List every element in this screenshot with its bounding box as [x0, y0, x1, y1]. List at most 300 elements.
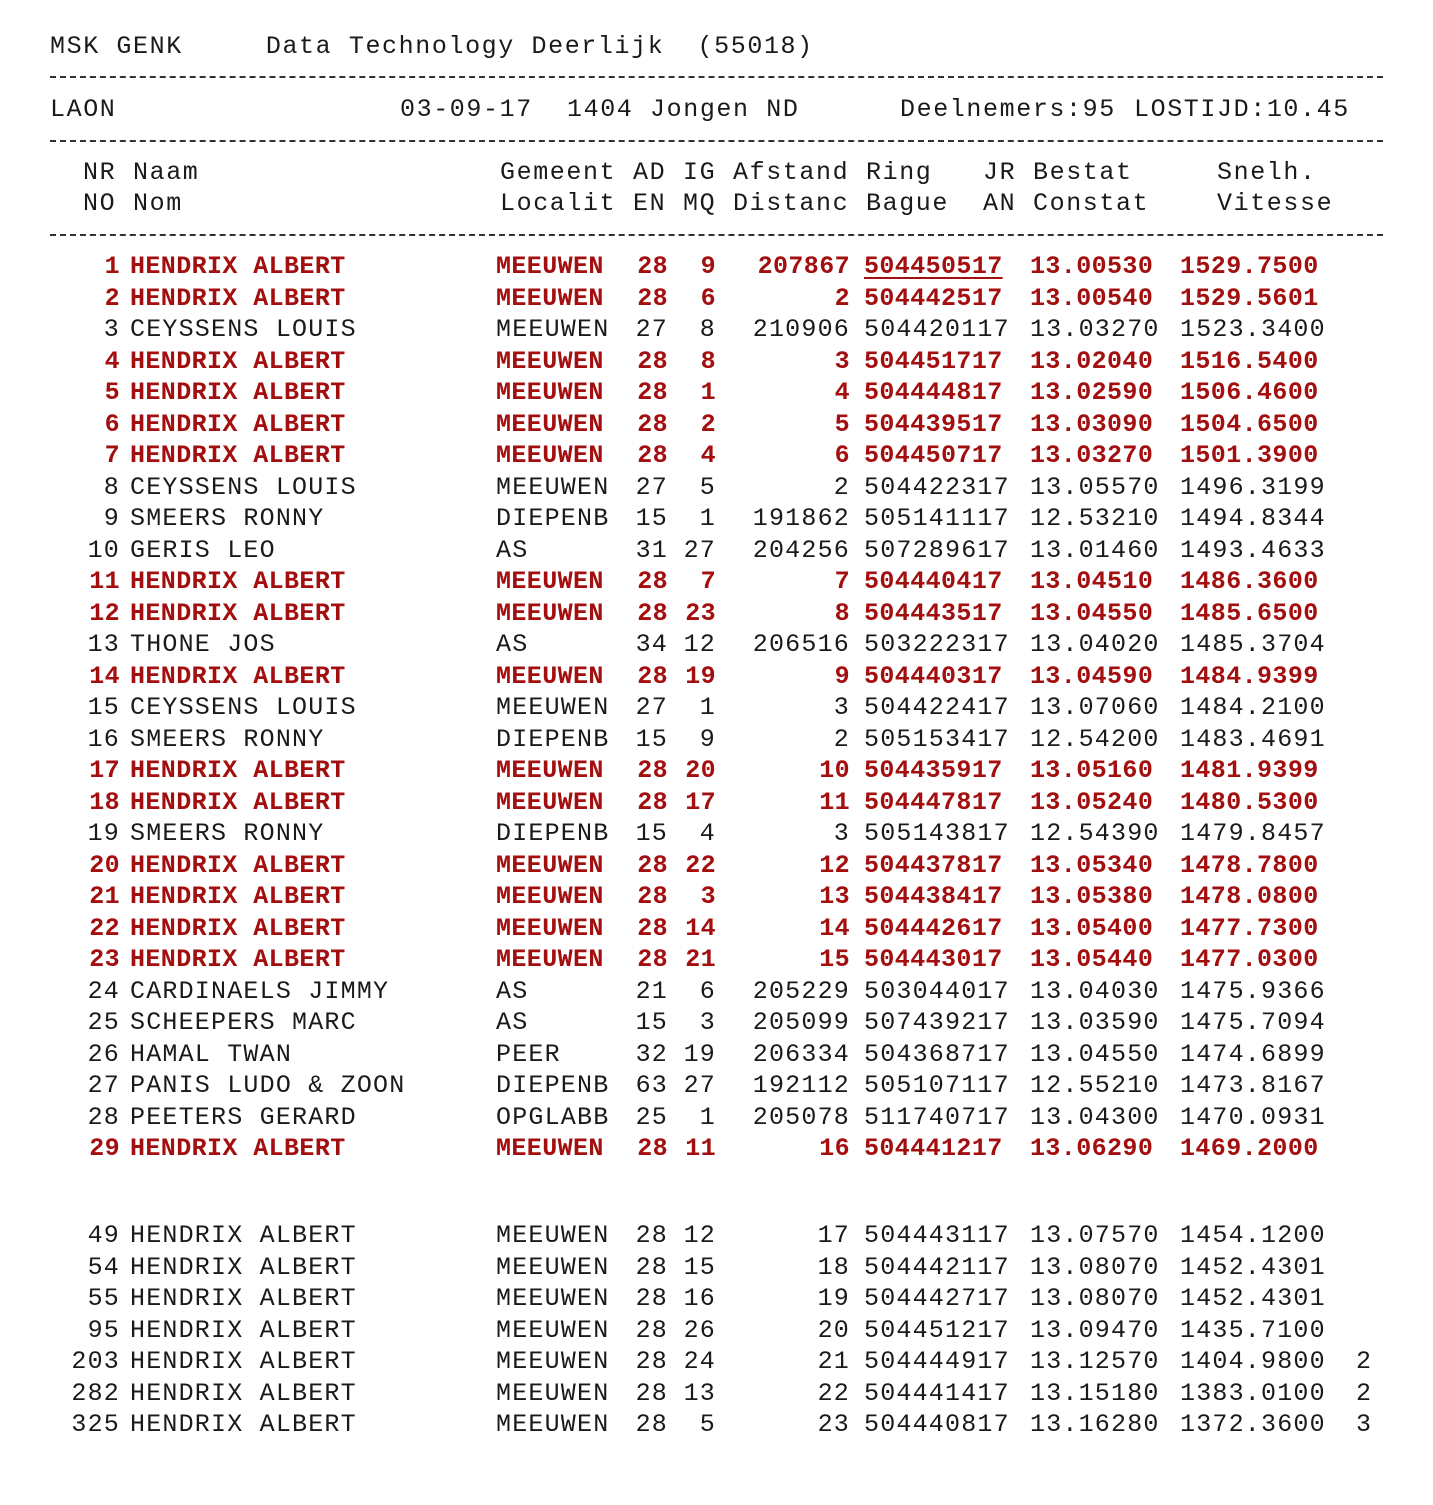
cell-loc: MEEUWEN — [496, 378, 604, 407]
cell-ig: 22 — [685, 850, 716, 880]
cell-loc: MEEUWEN — [496, 850, 604, 880]
table-row — [0, 1133, 1433, 1164]
cell-ring: 504441217 — [864, 1134, 1003, 1163]
cell-dist: 204256 — [752, 535, 850, 565]
cell-extra: 2 — [1356, 1347, 1373, 1376]
cell-speed: 1383.0100 — [1180, 1378, 1326, 1408]
cell-ring: 504368717 — [864, 1039, 1010, 1069]
cell-dist: 206516 — [752, 630, 850, 659]
cell-dist: 2 — [833, 472, 850, 502]
cell-name: SMEERS RONNY — [130, 819, 325, 848]
cell-name: HENDRIX ALBERT — [130, 1284, 357, 1313]
cell-nr: 3 — [103, 315, 120, 344]
cell-dist: 192112 — [752, 1071, 850, 1100]
cell-time: 13.05570 — [1030, 472, 1160, 502]
cell-ig: 1 — [700, 378, 716, 407]
cell-ring: 504437817 — [864, 850, 1003, 880]
cell-ad: 63 — [635, 1071, 668, 1100]
cell-ad: 31 — [635, 535, 668, 565]
race-count: 1404 Jongen ND — [567, 95, 800, 124]
cell-nr: 49 — [87, 1221, 120, 1250]
cell-ring: 504435917 — [864, 756, 1003, 785]
cell-ig: 21 — [685, 945, 716, 974]
table-row — [0, 724, 1433, 755]
cell-ig: 20 — [685, 756, 716, 785]
cell-ad: 34 — [635, 630, 668, 659]
cell-ig: 4 — [699, 819, 716, 848]
cell-name: SCHEEPERS MARC — [130, 1008, 357, 1037]
cell-name: HENDRIX ALBERT — [130, 1315, 357, 1345]
cell-ring: 504442517 — [864, 283, 1003, 313]
table-row — [0, 346, 1433, 377]
race-location: LAON — [50, 95, 117, 124]
cell-time: 13.00540 — [1030, 283, 1154, 313]
cell-ig: 3 — [700, 882, 716, 911]
table-row — [0, 850, 1433, 881]
cell-dist: 16 — [819, 1134, 850, 1163]
cell-loc: MEEUWEN — [496, 787, 604, 817]
cell-speed: 1486.3600 — [1180, 567, 1319, 596]
cell-time: 13.01460 — [1030, 535, 1160, 565]
divider — [50, 234, 1383, 236]
col-speed-fr: Vitesse — [1217, 189, 1334, 218]
cell-extra: 2 — [1356, 1378, 1373, 1408]
cell-dist: 3 — [834, 346, 850, 376]
cell-ig: 4 — [700, 441, 716, 470]
table-row — [0, 1378, 1433, 1409]
cell-ring: 507439217 — [864, 1008, 1010, 1037]
table-row — [0, 913, 1433, 944]
cell-nr: 55 — [87, 1284, 120, 1313]
cell-ad: 28 — [637, 787, 668, 817]
cell-ig: 23 — [685, 598, 716, 628]
cell-time: 13.05160 — [1030, 756, 1154, 785]
cell-ad: 28 — [637, 252, 668, 281]
cell-ring: 504447817 — [864, 787, 1003, 817]
cell-dist: 19 — [817, 1284, 850, 1313]
cell-name: HENDRIX ALBERT — [130, 1134, 346, 1163]
cell-ring: 504442117 — [864, 1252, 1010, 1282]
cell-ad: 28 — [635, 1410, 668, 1439]
cell-time: 12.54200 — [1030, 724, 1160, 754]
cell-ad: 15 — [635, 819, 668, 848]
software-name: Data Technology Deerlijk — [265, 32, 665, 61]
cell-nr: 2 — [104, 283, 120, 313]
cell-ring: 507289617 — [864, 535, 1010, 565]
cell-name: PEETERS GERARD — [130, 1102, 357, 1132]
cell-speed: 1469.2000 — [1180, 1134, 1319, 1163]
cell-time: 12.55210 — [1030, 1071, 1160, 1100]
table-row — [0, 503, 1433, 534]
cell-loc: MEEUWEN — [496, 1284, 610, 1313]
cell-ad: 15 — [635, 724, 668, 754]
cell-loc: MEEUWEN — [496, 882, 604, 911]
cell-name: CEYSSENS LOUIS — [130, 315, 357, 344]
cell-dist: 20 — [817, 1315, 850, 1345]
cell-speed: 1475.9366 — [1180, 976, 1326, 1006]
cell-dist: 3 — [833, 819, 850, 848]
cell-ad: 28 — [637, 441, 668, 470]
cell-ring: 504440317 — [864, 661, 1003, 691]
cell-nr: 20 — [89, 850, 120, 880]
cell-loc: MEEUWEN — [496, 315, 610, 344]
cell-ad: 27 — [635, 472, 668, 502]
cell-loc: MEEUWEN — [496, 567, 604, 596]
cell-ring: 504420117 — [864, 315, 1010, 344]
cell-ring: 504443517 — [864, 598, 1003, 628]
cell-ring: 504440817 — [864, 1410, 1010, 1439]
cell-time: 13.07570 — [1030, 1221, 1160, 1250]
cell-nr: 7 — [104, 441, 120, 470]
cell-speed: 1523.3400 — [1180, 315, 1326, 344]
cell-speed: 1483.4691 — [1180, 724, 1326, 754]
table-row — [0, 692, 1433, 723]
cell-nr: 6 — [104, 409, 120, 439]
cell-ad: 25 — [635, 1102, 668, 1132]
cell-ig: 8 — [699, 315, 716, 344]
cell-nr: 203 — [71, 1347, 120, 1376]
col-ig-fr: MQ — [683, 189, 717, 218]
cell-time: 13.00530 — [1030, 252, 1154, 281]
table-row — [0, 566, 1433, 597]
cell-ad: 28 — [637, 661, 668, 691]
col-name-fr: Nom — [133, 189, 183, 218]
table-row — [0, 787, 1433, 818]
cell-name: THONE JOS — [130, 630, 276, 659]
cell-speed: 1475.7094 — [1180, 1008, 1326, 1037]
cell-nr: 16 — [87, 724, 120, 754]
cell-time: 13.04020 — [1030, 630, 1160, 659]
cell-speed: 1478.7800 — [1180, 850, 1319, 880]
cell-dist: 4 — [834, 378, 850, 407]
cell-ad: 27 — [635, 693, 668, 722]
cell-ring: 504441417 — [864, 1378, 1010, 1408]
cell-ig: 24 — [683, 1347, 716, 1376]
cell-ig: 5 — [699, 1410, 716, 1439]
cell-ad: 28 — [637, 409, 668, 439]
cell-loc: MEEUWEN — [496, 1315, 610, 1345]
cell-loc: MEEUWEN — [496, 283, 604, 313]
cell-speed: 1516.5400 — [1180, 346, 1319, 376]
cell-loc: DIEPENB — [496, 504, 610, 533]
cell-name: HENDRIX ALBERT — [130, 945, 346, 974]
divider — [50, 76, 1383, 78]
cell-nr: 17 — [89, 756, 120, 785]
cell-speed: 1485.6500 — [1180, 598, 1319, 628]
cell-time: 13.06290 — [1030, 1134, 1154, 1163]
cell-ring: 504438417 — [864, 882, 1003, 911]
cell-loc: DIEPENB — [496, 819, 610, 848]
cell-time: 13.02040 — [1030, 346, 1154, 376]
cell-ad: 21 — [635, 976, 668, 1006]
cell-loc: MEEUWEN — [496, 472, 610, 502]
cell-nr: 4 — [104, 346, 120, 376]
cell-ig: 27 — [683, 535, 716, 565]
cell-loc: MEEUWEN — [496, 409, 604, 439]
cell-ig: 19 — [685, 661, 716, 691]
cell-name: HENDRIX ALBERT — [130, 409, 346, 439]
table-row — [0, 1070, 1433, 1101]
cell-speed: 1529.5601 — [1180, 283, 1319, 313]
col-ring: Ring — [866, 158, 933, 187]
cell-ring: 505141117 — [864, 504, 1010, 533]
cell-speed: 1485.3704 — [1180, 630, 1326, 659]
table-row — [0, 251, 1433, 282]
cell-loc: MEEUWEN — [496, 1134, 604, 1163]
cell-speed: 1435.7100 — [1180, 1315, 1326, 1345]
table-row — [0, 283, 1433, 314]
cell-name: HENDRIX ALBERT — [130, 441, 346, 470]
cell-speed: 1481.9399 — [1180, 756, 1319, 785]
cell-speed: 1493.4633 — [1180, 535, 1326, 565]
cell-ring: 504422417 — [864, 693, 1010, 722]
cell-ad: 28 — [637, 850, 668, 880]
cell-loc: MEEUWEN — [496, 1221, 610, 1250]
cell-name: HENDRIX ALBERT — [130, 567, 346, 596]
cell-ring: 505143817 — [864, 819, 1010, 848]
cell-name: HAMAL TWAN — [130, 1039, 293, 1069]
cell-name: HENDRIX ALBERT — [130, 850, 346, 880]
cell-ad: 15 — [635, 1008, 668, 1037]
cell-time: 13.07060 — [1030, 693, 1160, 722]
cell-name: SMEERS RONNY — [130, 724, 325, 754]
participants: Deelnemers:95 — [900, 95, 1116, 124]
cell-time: 13.04550 — [1030, 1039, 1160, 1069]
cell-ring: 504451217 — [864, 1315, 1010, 1345]
table-row — [0, 661, 1433, 692]
cell-time: 12.53210 — [1030, 504, 1160, 533]
cell-ig: 8 — [700, 346, 716, 376]
cell-name: SMEERS RONNY — [130, 504, 325, 533]
column-header — [0, 157, 1433, 219]
cell-ring: 504442717 — [864, 1284, 1010, 1313]
cell-time: 13.03590 — [1030, 1008, 1160, 1037]
cell-time: 13.03090 — [1030, 409, 1154, 439]
cell-nr: 24 — [87, 976, 120, 1006]
table-row — [0, 755, 1433, 786]
table-row — [0, 377, 1433, 408]
cell-dist: 15 — [819, 945, 850, 974]
col-dist-fr: Distanc — [733, 189, 850, 218]
cell-speed: 1484.2100 — [1180, 693, 1326, 722]
cell-loc: MEEUWEN — [496, 252, 604, 281]
cell-ring: 504422317 — [864, 472, 1010, 502]
cell-speed: 1452.4301 — [1180, 1284, 1326, 1313]
cell-name: GERIS LEO — [130, 535, 276, 565]
cell-ad: 28 — [635, 1284, 668, 1313]
cell-ig: 7 — [700, 567, 716, 596]
cell-nr: 10 — [87, 535, 120, 565]
cell-dist: 3 — [833, 693, 850, 722]
cell-loc: MEEUWEN — [496, 693, 610, 722]
cell-name: HENDRIX ALBERT — [130, 283, 346, 313]
cell-speed: 1529.7500 — [1180, 252, 1319, 281]
table-row — [0, 535, 1433, 566]
cell-ig: 12 — [683, 1221, 716, 1250]
cell-ad: 28 — [637, 1134, 668, 1163]
cell-ring: 504442617 — [864, 913, 1003, 943]
cell-speed: 1454.1200 — [1180, 1221, 1326, 1250]
cell-dist: 22 — [817, 1378, 850, 1408]
cell-nr: 29 — [89, 1134, 120, 1163]
cell-dist: 13 — [819, 882, 850, 911]
table-row — [0, 472, 1433, 503]
cell-ring: 511740717 — [864, 1102, 1010, 1132]
cell-loc: PEER — [496, 1039, 561, 1069]
cell-ig: 5 — [699, 472, 716, 502]
col-ad: AD — [633, 158, 667, 187]
cell-time: 12.54390 — [1030, 819, 1160, 848]
cell-ig: 9 — [700, 252, 716, 281]
club-name: MSK GENK — [50, 32, 183, 61]
cell-dist: 5 — [834, 409, 850, 439]
cell-ring: 505107117 — [864, 1071, 1010, 1100]
cell-ad: 28 — [637, 756, 668, 785]
cell-nr: 26 — [87, 1039, 120, 1069]
cell-name: CEYSSENS LOUIS — [130, 472, 357, 502]
col-loc-fr: Localit — [500, 189, 617, 218]
cell-nr: 1 — [104, 252, 120, 281]
cell-ad: 28 — [637, 378, 668, 407]
cell-loc: MEEUWEN — [496, 1347, 610, 1376]
table-row — [0, 1283, 1433, 1314]
cell-name: CARDINAELS JIMMY — [130, 976, 390, 1006]
cell-name: HENDRIX ALBERT — [130, 252, 346, 281]
table-row — [0, 818, 1433, 849]
col-jr: JR — [983, 158, 1017, 187]
cell-loc: AS — [496, 1008, 529, 1037]
cell-dist: 14 — [819, 913, 850, 943]
cell-speed: 1501.3900 — [1180, 441, 1319, 470]
cell-ad: 28 — [637, 598, 668, 628]
table-row — [0, 314, 1433, 345]
cell-ig: 1 — [699, 1102, 716, 1132]
table-row — [0, 1252, 1433, 1283]
cell-speed: 1477.0300 — [1180, 945, 1319, 974]
cell-dist: 206334 — [752, 1039, 850, 1069]
cell-ad: 28 — [635, 1378, 668, 1408]
cell-dist: 210906 — [752, 315, 850, 344]
cell-ring: 503222317 — [864, 630, 1010, 659]
cell-dist: 11 — [819, 787, 850, 817]
cell-ad: 28 — [637, 283, 668, 313]
col-name: Naam — [133, 158, 200, 187]
release-time: LOSTIJD:10.45 — [1134, 95, 1350, 124]
cell-ring: 504439517 — [864, 409, 1003, 439]
col-nr: NR — [83, 158, 117, 187]
software-code: (55018) — [697, 32, 814, 61]
cell-nr: 325 — [71, 1410, 120, 1439]
cell-ig: 11 — [685, 1134, 716, 1163]
col-ring-fr: Bague — [866, 189, 950, 218]
cell-dist: 7 — [834, 567, 850, 596]
col-ad-fr: EN — [633, 189, 667, 218]
cell-ring: 504440417 — [864, 567, 1003, 596]
cell-time: 13.04030 — [1030, 976, 1160, 1006]
table-row — [0, 1007, 1433, 1038]
report-title — [50, 32, 814, 62]
cell-loc: AS — [496, 630, 529, 659]
cell-name: HENDRIX ALBERT — [130, 882, 346, 911]
cell-dist: 23 — [817, 1410, 850, 1439]
cell-ig: 19 — [683, 1039, 716, 1069]
cell-ig: 6 — [700, 283, 716, 313]
cell-loc: MEEUWEN — [496, 913, 604, 943]
cell-ring: 505153417 — [864, 724, 1010, 754]
cell-nr: 28 — [87, 1102, 120, 1132]
cell-dist: 6 — [834, 441, 850, 470]
cell-loc: MEEUWEN — [496, 598, 604, 628]
cell-ig: 16 — [683, 1284, 716, 1313]
table-row — [0, 1102, 1433, 1133]
col-speed: Snelh. — [1217, 158, 1317, 187]
cell-ad: 28 — [637, 913, 668, 943]
cell-dist: 205078 — [752, 1102, 850, 1132]
cell-nr: 25 — [87, 1008, 120, 1037]
cell-speed: 1473.8167 — [1180, 1071, 1326, 1100]
cell-time: 13.05240 — [1030, 787, 1154, 817]
cell-name: HENDRIX ALBERT — [130, 913, 346, 943]
col-ig: IG — [683, 158, 717, 187]
cell-dist: 207867 — [757, 252, 850, 281]
cell-name: CEYSSENS LOUIS — [130, 693, 357, 722]
cell-loc: AS — [496, 535, 529, 565]
cell-dist: 10 — [819, 756, 850, 785]
cell-time: 13.05440 — [1030, 945, 1154, 974]
cell-ring: 504451717 — [864, 346, 1003, 376]
cell-loc: AS — [496, 976, 529, 1006]
cell-nr: 13 — [87, 630, 120, 659]
cell-loc: MEEUWEN — [496, 346, 604, 376]
cell-ad: 28 — [637, 882, 668, 911]
cell-name: HENDRIX ALBERT — [130, 756, 346, 785]
table-row — [0, 629, 1433, 660]
cell-loc: MEEUWEN — [496, 1410, 610, 1439]
cell-time: 13.03270 — [1030, 315, 1160, 344]
col-dist: Afstand — [733, 158, 850, 187]
cell-ig: 15 — [683, 1252, 716, 1282]
cell-nr: 14 — [89, 661, 120, 691]
cell-speed: 1452.4301 — [1180, 1252, 1326, 1282]
cell-ring: 503044017 — [864, 976, 1010, 1006]
cell-ring: 504450517 — [864, 252, 1003, 281]
cell-loc: MEEUWEN — [496, 661, 604, 691]
cell-speed: 1504.6500 — [1180, 409, 1319, 439]
cell-dist: 2 — [834, 283, 850, 313]
cell-name: PANIS LUDO & ZOON — [130, 1071, 406, 1100]
cell-nr: 15 — [87, 693, 120, 722]
cell-dist: 205099 — [752, 1008, 850, 1037]
cell-ad: 28 — [635, 1252, 668, 1282]
cell-ring: 504443017 — [864, 945, 1003, 974]
table-row — [0, 881, 1433, 912]
cell-nr: 9 — [103, 504, 120, 533]
cell-ig: 1 — [699, 693, 716, 722]
cell-nr: 19 — [87, 819, 120, 848]
cell-ad: 15 — [635, 504, 668, 533]
cell-time: 13.04510 — [1030, 567, 1154, 596]
cell-ad: 28 — [635, 1315, 668, 1345]
cell-dist: 205229 — [752, 976, 850, 1006]
cell-speed: 1477.7300 — [1180, 913, 1319, 943]
cell-speed: 1479.8457 — [1180, 819, 1326, 848]
cell-nr: 11 — [89, 567, 120, 596]
col-time: Bestat — [1033, 158, 1133, 187]
cell-dist: 2 — [833, 724, 850, 754]
cell-ring: 504444817 — [864, 378, 1003, 407]
cell-name: HENDRIX ALBERT — [130, 787, 346, 817]
cell-ig: 12 — [683, 630, 716, 659]
